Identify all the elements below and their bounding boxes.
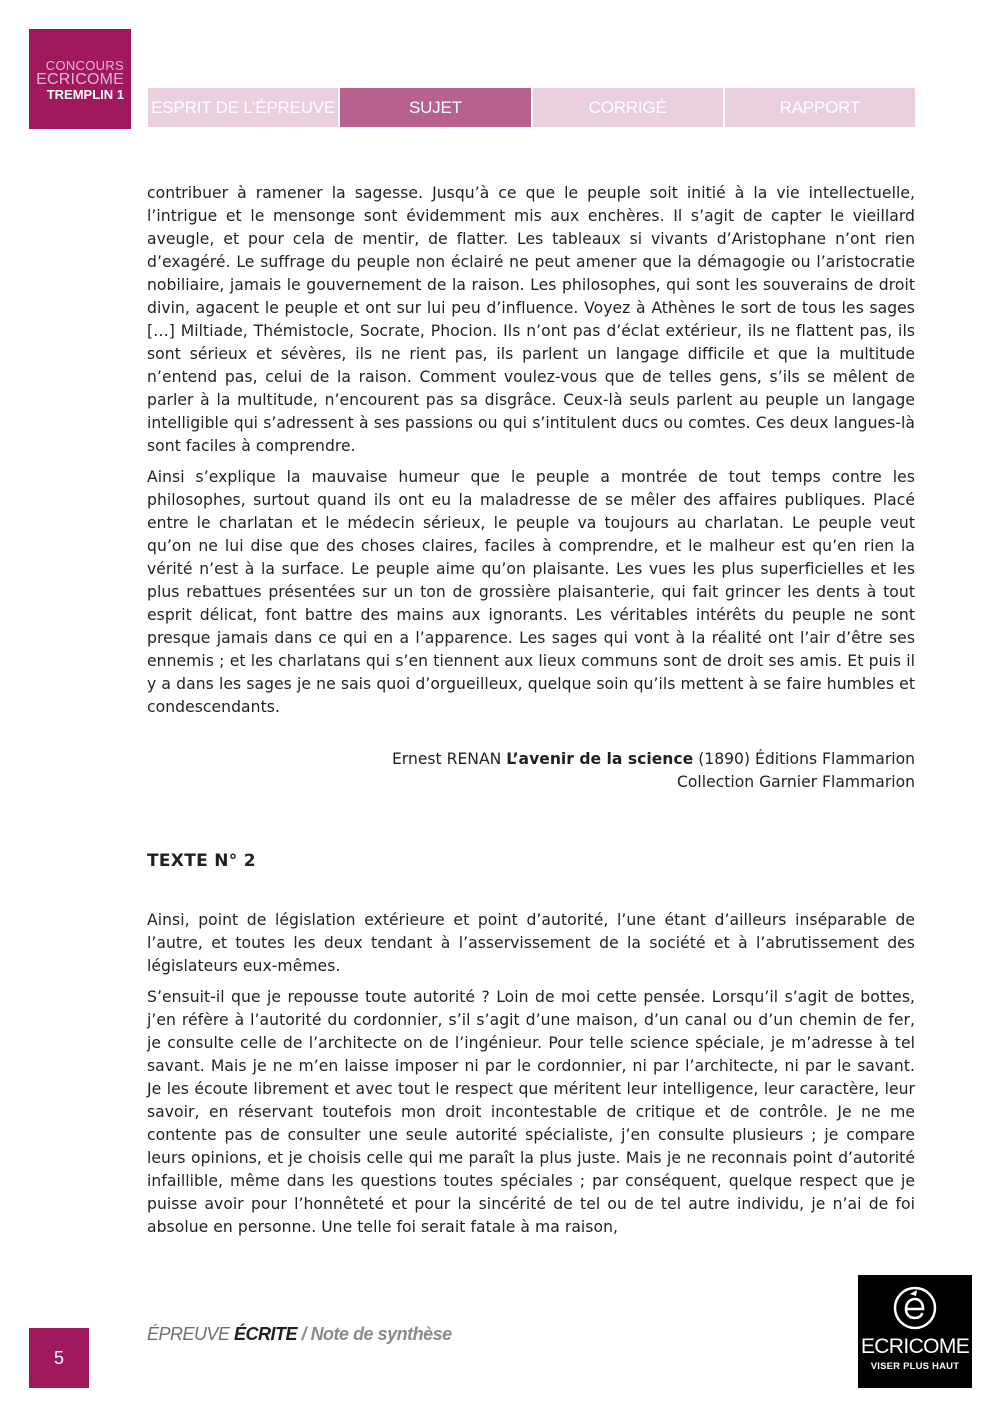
brand-logo-box	[29, 29, 131, 129]
ecricome-logo	[858, 1275, 972, 1388]
tab-corrige[interactable]: CORRIGÉ	[533, 88, 723, 127]
footer-label-bold: ÉCRITE	[234, 1324, 298, 1344]
attribution-details: (1890) Éditions Flammarion	[698, 750, 915, 768]
ecricome-e-icon	[892, 1285, 938, 1331]
text1-attribution	[147, 748, 915, 794]
tab-esprit-epreuve[interactable]: ESPRIT DE L’ÉPREUVE	[148, 88, 338, 127]
tab-sujet[interactable]: SUJET	[340, 88, 530, 127]
footer-label-regular: ÉPREUVE	[147, 1324, 235, 1344]
text2-heading: TEXTE N° 2	[147, 851, 256, 871]
footer-label-sep: /	[297, 1324, 311, 1344]
attribution-title: L’avenir de la science	[506, 750, 694, 768]
text2-paragraph: S’ensuit-il que je repousse toute autorité ? Loin de moi cette pensée. Lorsqu’il s’agit de bottes, j’en réfère à l’autorité du cordonnier, s’il s’agit d’une maison, d’un canal ou d’un chemin de fer, je consulte celle de l’architecte on de l’ingénieur. Pour telle science spéciale, je m’adresse à tel savant. Mais je ne m’en laisse imposer ni par le cordonnier, ni par l’architecte, ni par le savant. Je les écoute librement et avec tout le respect que méritent leur intelligence, leur caractère, leur savoir, en réservant toutefois mon droit incontestable de critique et de contrôle. Je ne me contente pas de consulter une seule autorité spécialiste, j’en consulte plusieurs ; je compare leurs opinions, et je choisis celle qui me paraît la plus juste. Mais je ne reconnais point d’autorité infaillible, même dans les questions toutes spéciales ; par conséquent, quelque respect que je puisse avoir pour l’honnêteté et pour la sincérité de tel ou de tel autre individu, je n’ai de foi absolue en personne. Une telle foi serait fatale à ma raison,	[147, 988, 915, 1236]
footer-label-sub: Note de synthèse	[310, 1324, 452, 1344]
attribution-line-1	[147, 748, 915, 771]
text2-body	[147, 909, 915, 1247]
text1-paragraph: Ainsi s’explique la mauvaise humeur que le peuple a montrée de tout temps contre les philosophes, surtout quand ils ont eu la maladresse de se mêler des affaires publiques. Placé entre le charlatan et le médecin sérieux, le peuple va toujours au charlatan. Le peuple veut qu’on ne lui dise que des choses claires, faciles à comprendre, et le malheur est qu’en rien la vérité n’est à la surface. Le peuple aime qu’on plaisante. Les vues les plus superficielles et les plus rebattues présentées sur un ton de grossière plaisanterie, qui fait grincer les dents à tout esprit délicat, font battre des mains aux ignorants. Les véritables intérêts du peuple ne sont presque jamais dans ce qui en a l’apparence. Les sages qui vont à la réalité ont l’air d’être ses ennemis ; et les charlatans qui s’en tiennent aux lieux communs sont de droit ses amis. Et puis il y a dans les sages je ne sais quoi d’orgueilleux, quelque soin qu’ils mettent à se faire humbles et condescendants.	[147, 468, 915, 716]
logo-tagline: VISER PLUS HAUT	[870, 1361, 960, 1372]
text2-paragraph: Ainsi, point de législation extérieure et point d’autorité, l’une étant d’ailleurs inséparable de l’autre, et toutes les deux tendant à l’asservissement de la société et à l’abrutissement des législateurs eux-mêmes.	[147, 911, 915, 975]
brand-line-concours: CONCOURS	[45, 58, 124, 73]
brand-line-ecricome: ECRICOME	[36, 71, 124, 88]
section-tabs	[148, 88, 915, 127]
footer-label	[147, 1324, 452, 1345]
page-number: 5	[29, 1328, 89, 1388]
attribution-author: Ernest RENAN	[391, 750, 502, 768]
text1-paragraph: contribuer à ramener la sagesse. Jusqu’à ce que le peuple soit initié à la vie intellectuelle, l’intrigue et le mensonge sont évidemment mis aux enchères. Il s’agit de capter le vieillard aveugle, et pour cela de mentir, de flatter. Les tableaux si vivants d’Aristophane n’ont rien d’exagéré. Le suffrage du peuple non éclairé ne peut amener que la démagogie ou l’aristocratie nobiliaire, jamais le gouvernement de la raison. Les philosophes, qui sont les souverains de droit divin, agacent le peuple et ont sur lui peu d’influence. Voyez à Athènes le sort de tous les sages […] Miltiade, Thémistocle, Socrate, Phocion. Ils n’ont pas d’éclat extérieur, ils ne flattent pas, ils sont sérieux et sévères, ils ne rient pas, ils parlent un langage difficile et que la multitude n’entend pas, celui de la raison. Comment voulez-vous que de telles gens, s’ils se mêlent de parler à la multitude, n’encourent pas sa disgrâce. Ceux-là seuls parlent au peuple un langage intelligible qui s’adressent à ses passions ou qui s’intitulent ducs ou comtes. Ces deux langues-là sont faciles à comprendre.	[147, 184, 915, 455]
text1-body	[147, 182, 915, 727]
logo-name: ECRICOME	[860, 1335, 970, 1358]
brand-line-tremplin: TREMPLIN 1	[46, 87, 124, 102]
tab-rapport[interactable]: RAPPORT	[725, 88, 915, 127]
attribution-line-2: Collection Garnier Flammarion	[676, 773, 915, 791]
